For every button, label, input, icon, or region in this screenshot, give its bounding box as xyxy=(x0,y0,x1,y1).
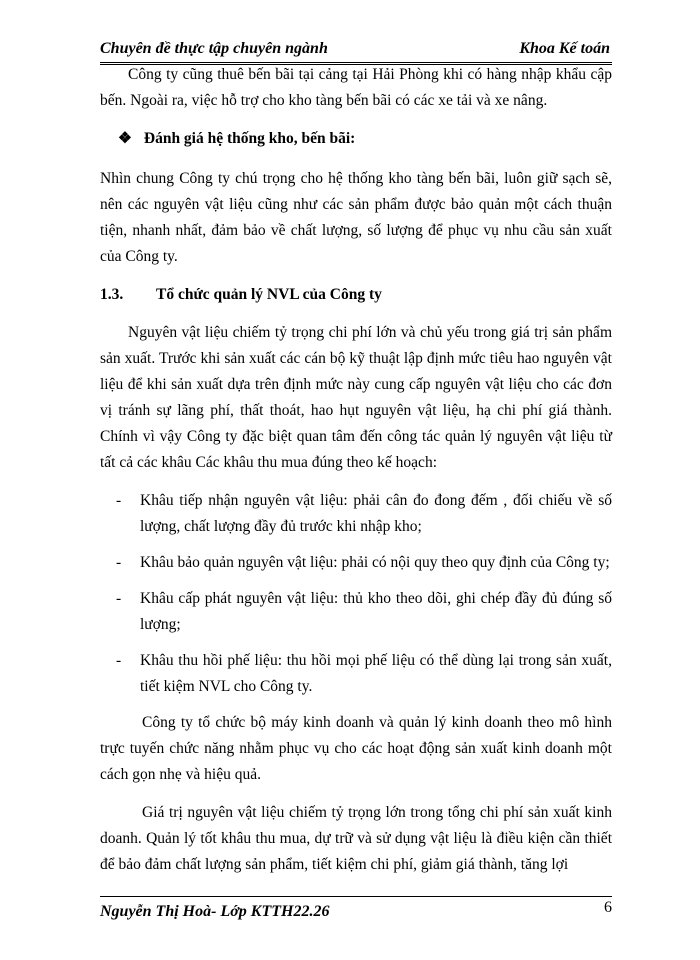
sub-heading xyxy=(100,126,612,152)
dash-bullet-icon: - xyxy=(116,554,122,571)
paragraph-5: Giá trị nguyên vật liệu chiếm tỷ trọng lớn trong tổng chi phí sản xuất kinh doanh. Quản lý tốt khâu thu mua, dự trữ và sử dụng vật liệu là điều kiện cần thiết để bảo đảm chất lượng sản phẩm, tiết kiệm chi phí, giảm giá thành, tăng lợi xyxy=(100,804,612,873)
process-list xyxy=(100,488,612,700)
page-footer xyxy=(100,896,612,927)
dash-bullet-icon: - xyxy=(116,492,122,509)
page-number: 6 xyxy=(604,899,612,916)
section-heading xyxy=(100,282,612,308)
header-left-title: Chuyên đề thực tập chuyên ngành xyxy=(100,40,328,57)
list-item xyxy=(100,550,612,576)
paragraph-1: Công ty cũng thuê bến bãi tại cảng tại Hải Phòng khi có hàng nhập khẩu cập bến. Ngoài ra, việc hỗ trợ cho kho tàng bến bãi có các xe tải và xe nâng. xyxy=(100,66,612,109)
list-item-text: Khâu thu hồi phế liệu: thu hồi mọi phế liệu có thể dùng lại trong sản xuất, tiết kiệm NVL cho Công ty. xyxy=(140,652,612,695)
section-number: 1.3. xyxy=(100,286,124,303)
dash-bullet-icon: - xyxy=(116,590,122,607)
sub-heading-text: Đánh giá hệ thống kho, bến bãi: xyxy=(143,130,356,147)
header-right-title: Khoa Kế toán xyxy=(519,40,610,57)
list-item xyxy=(100,488,612,540)
footer-author: Nguyễn Thị Hoà- Lớp KTTH22.26 xyxy=(100,903,330,920)
list-item-text: Khâu bảo quản nguyên vật liệu: phải có nội quy theo quy định của Công ty; xyxy=(140,554,610,571)
list-item-text: Khâu cấp phát nguyên vật liệu: thủ kho theo dõi, ghi chép đầy đủ đúng số lượng; xyxy=(140,590,612,633)
list-item-text: Khâu tiếp nhận nguyên vật liệu: phải cân đo đong đếm , đối chiếu về số lượng, chất lượng đầy đủ trước khi nhập kho; xyxy=(140,492,612,535)
diamond-bullet-icon: ❖ xyxy=(118,130,132,147)
paragraph-3: Nguyên vật liệu chiếm tỷ trọng chi phí lớn và chủ yếu trong giá trị sản phẩm sản xuất. Trước khi sản xuất các cán bộ kỹ thuật lập định mức tiêu hao nguyên vật liệu để khi sản xuất dựa trên định mức này cung cấp nguyên vật liệu cho các đơn vị tránh sự lãng phí, thất thoát, hao hụt nguyên vật liệu, hạ chi phí giá thành. Chính vì vậy Công ty đặc biệt quan tâm đến công tác quản lý nguyên vật liệu từ tất cả các khâu Các khâu thu mua đúng theo kế hoạch: xyxy=(100,324,612,471)
page-header xyxy=(100,38,612,65)
dash-bullet-icon: - xyxy=(116,652,122,669)
list-item xyxy=(100,648,612,700)
list-item xyxy=(100,586,612,638)
paragraph-4: Công ty tổ chức bộ máy kinh doanh và quản lý kinh doanh theo mô hình trực tuyến chức năng nhằm phục vụ cho các hoạt động sản xuất kinh doanh một cách gọn nhẹ và hiệu quả. xyxy=(100,714,612,783)
paragraph-2: Nhìn chung Công ty chú trọng cho hệ thống kho tàng bến bãi, luôn giữ sạch sẽ, nên các nguyên vật liệu cũng như các sản phẩm được bảo quản một cách thuận tiện, nhanh nhất, đảm bảo về chất lượng, số lượng để phục vụ nhu cầu sản xuất của Công ty. xyxy=(100,170,612,265)
page-body xyxy=(100,62,612,878)
section-title: Tổ chức quản lý NVL của Công ty xyxy=(156,286,382,303)
